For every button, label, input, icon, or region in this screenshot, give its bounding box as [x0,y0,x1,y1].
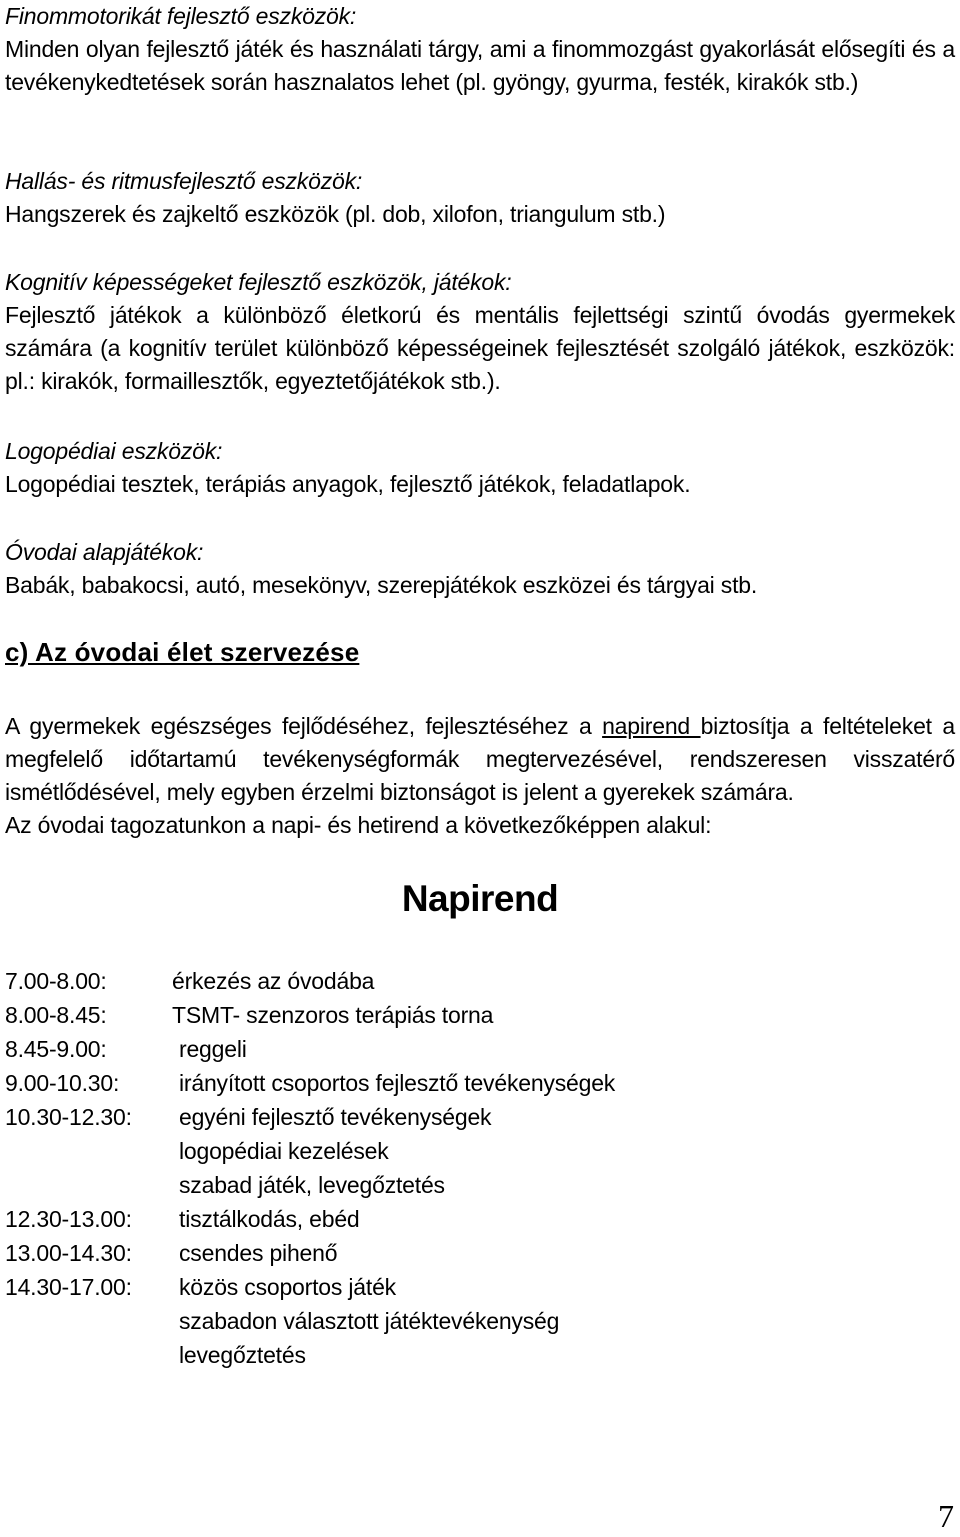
paragraph-heading: Hallás- és ritmusfejlesztő eszközök: [5,168,363,194]
schedule-activity: szabad játék, levegőztetés [179,1172,445,1198]
paragraph-heading: Logopédiai eszközök: [5,438,223,464]
schedule-activity: egyéni fejlesztő tevékenységek [179,1104,492,1130]
intro-text-end: biztosítja a feltételeket a megfelelő időtartamú tevékenységformák megtervezésével, rendszeresen visszatérő ismétlődésével, mely egyben érzelmi biztonságot is jelent a gyerekek számára. [5,713,955,805]
schedule-time: 8.45-9.00: [5,1036,107,1062]
page-number: 7 [938,1498,954,1534]
section-intro [5,710,955,842]
schedule-activity: reggeli [179,1036,247,1062]
paragraph-heading: Finommotorikát fejlesztő eszközök: [5,3,357,29]
paragraph-text: Fejlesztő játékok a különböző életkorú és mentális fejlettségi szintű óvodás gyermekek számára (a kognitív terület különböző képességeinek fejlesztését szolgáló játékok, eszközök: pl.: kirakók, formaillesztők, egyeztetőjátékok stb.). [5,302,955,394]
schedule-activity: irányított csoportos fejlesztő tevékenységek [179,1070,616,1096]
schedule-time: 12.30-13.00: [5,1206,132,1232]
schedule-title: Napirend [401,878,559,919]
schedule-time: 14.30-17.00: [5,1274,132,1300]
paragraph-text: Logopédiai tesztek, terápiás anyagok, fejlesztő játékok, feladatlapok. [5,471,691,497]
schedule-activity: közös csoportos játék [179,1274,396,1300]
section-heading: c) Az óvodai élet szervezése [5,637,360,667]
schedule-time: 10.30-12.30: [5,1104,132,1130]
schedule-time: 9.00-10.30: [5,1070,120,1096]
paragraph-logopediai [5,435,955,501]
paragraph-ovodai [5,536,955,602]
paragraph-finommotorika [5,0,955,99]
schedule-activity: szabadon választott játéktevékenység [179,1308,560,1334]
schedule-time: 8.00-8.45: [5,1002,107,1028]
section-intro-text [5,710,955,809]
paragraph-kognitiv [5,266,955,398]
paragraph-text: Minden olyan fejlesztő játék és használati tárgy, ami a finommozgást gyakorlását elősegíti és a tevékenykedtetések során hasznalatos lehet (pl. gyöngy, gyurma, festék, kirakók stb.) [5,36,955,95]
napirend-underlined-word: napirend [602,713,701,739]
schedule-time: 7.00-8.00: [5,968,107,994]
schedule-activity: logopédiai kezelések [179,1138,389,1164]
paragraph-text: Babák, babakocsi, autó, mesekönyv, szerepjátékok eszközei és tárgyai stb. [5,572,758,598]
schedule-activity: TSMT- szenzoros terápiás torna [172,1002,494,1028]
paragraph-text: Hangszerek és zajkeltő eszközök (pl. dob, xilofon, triangulum stb.) [5,201,666,227]
paragraph-heading: Óvodai alapjátékok: [5,539,204,565]
schedule-activity: tisztálkodás, ebéd [179,1206,360,1232]
schedule-activity: levegőztetés [179,1342,306,1368]
paragraph-hallas [5,165,955,231]
schedule-activity: csendes pihenő [179,1240,338,1266]
section-intro-line2: Az óvodai tagozatunkon a napi- és hetirend a következőképpen alakul: [5,812,712,838]
schedule-time: 13.00-14.30: [5,1240,132,1266]
intro-text-start: A gyermekek egészséges fejlődéséhez, fejlesztéséhez a [5,713,603,739]
paragraph-heading: Kognitív képességeket fejlesztő eszközök, játékok: [5,269,512,295]
schedule-activity: érkezés az óvodába [172,968,375,994]
